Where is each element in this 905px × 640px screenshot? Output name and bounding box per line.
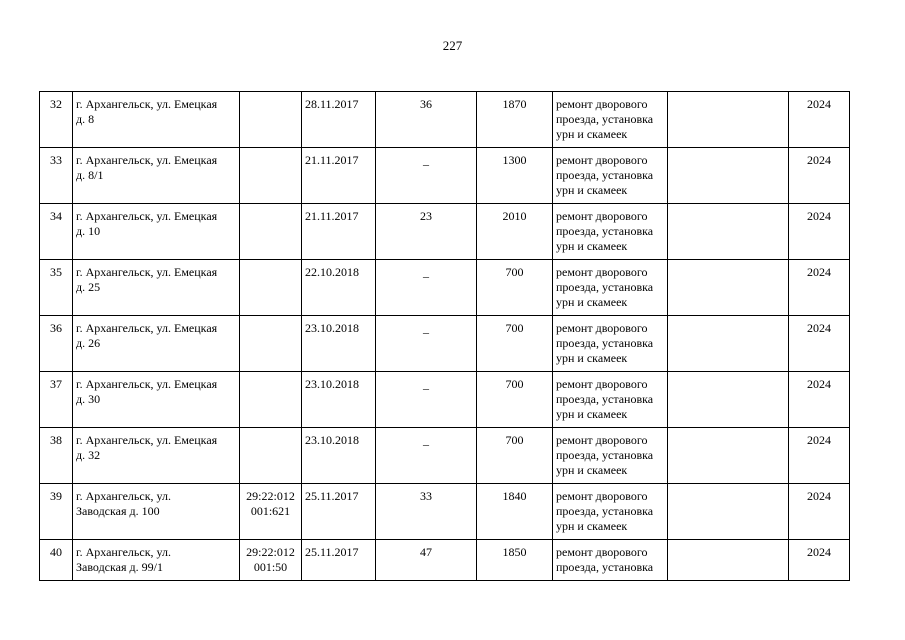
cadastral-number-cell-line: 29:22:012	[246, 545, 295, 559]
value-a-cell: 23	[376, 204, 477, 260]
address-cell-line: г. Архангельск, ул. Емецкая	[76, 153, 218, 167]
table-row	[40, 204, 850, 260]
table-row	[40, 260, 850, 316]
work-type-cell-line: урн и скамеек	[556, 407, 628, 421]
year-cell: 2024	[789, 148, 850, 204]
year-cell: 2024	[789, 428, 850, 484]
work-type-cell-line: проезда, установка	[556, 112, 654, 126]
register-table	[39, 91, 850, 581]
work-type-cell-line: проезда, установка	[556, 504, 654, 518]
table-row	[40, 148, 850, 204]
address-cell-line: д. 8	[76, 112, 95, 126]
empty-cell	[668, 260, 789, 316]
row-number-cell: 32	[40, 92, 73, 148]
value-b-cell: 700	[477, 428, 553, 484]
address-cell-line: г. Архангельск, ул. Емецкая	[76, 209, 218, 223]
row-number-cell: 35	[40, 260, 73, 316]
address-cell-line: г. Архангельск, ул. Емецкая	[76, 265, 218, 279]
cadastral-number-cell	[240, 540, 302, 581]
date-cell: 23.10.2018	[302, 372, 376, 428]
table-row	[40, 92, 850, 148]
table-row	[40, 484, 850, 540]
register-body	[40, 92, 850, 581]
year-cell: 2024	[789, 484, 850, 540]
address-cell	[73, 372, 240, 428]
date-cell: 22.10.2018	[302, 260, 376, 316]
cadastral-number-cell-line: 29:22:012	[246, 489, 295, 503]
address-cell-line: г. Архангельск, ул.	[76, 489, 171, 503]
value-b-cell: 1840	[477, 484, 553, 540]
row-number-cell: 37	[40, 372, 73, 428]
work-type-cell-line: урн и скамеек	[556, 239, 628, 253]
value-b-cell: 2010	[477, 204, 553, 260]
date-cell: 25.11.2017	[302, 484, 376, 540]
empty-cell	[668, 428, 789, 484]
cadastral-number-cell	[240, 204, 302, 260]
table-row	[40, 372, 850, 428]
address-cell	[73, 428, 240, 484]
work-type-cell-line: проезда, установка	[556, 224, 654, 238]
cadastral-number-cell	[240, 372, 302, 428]
cadastral-number-cell	[240, 92, 302, 148]
date-cell: 23.10.2018	[302, 428, 376, 484]
year-cell: 2024	[789, 260, 850, 316]
work-type-cell-line: проезда, установка	[556, 448, 654, 462]
work-type-cell-line: ремонт дворового	[556, 433, 648, 447]
table-row	[40, 428, 850, 484]
work-type-cell-line: урн и скамеек	[556, 463, 628, 477]
empty-cell	[668, 204, 789, 260]
address-cell-line: д. 32	[76, 448, 101, 462]
work-type-cell	[553, 148, 668, 204]
cadastral-number-cell	[240, 316, 302, 372]
value-b-cell: 700	[477, 260, 553, 316]
work-type-cell-line: проезда, установка	[556, 280, 654, 294]
work-type-cell	[553, 372, 668, 428]
year-cell: 2024	[789, 316, 850, 372]
date-cell: 23.10.2018	[302, 316, 376, 372]
row-number-cell: 38	[40, 428, 73, 484]
row-number-cell: 34	[40, 204, 73, 260]
cadastral-number-cell-line: 001:50	[253, 560, 288, 574]
value-a-cell: _	[376, 260, 477, 316]
work-type-cell-line: урн и скамеек	[556, 183, 628, 197]
page-number: 227	[442, 38, 463, 53]
address-cell-line: д. 30	[76, 392, 101, 406]
address-cell	[73, 540, 240, 581]
value-a-cell: _	[376, 428, 477, 484]
address-cell	[73, 484, 240, 540]
value-b-cell: 1850	[477, 540, 553, 581]
value-b-cell: 1300	[477, 148, 553, 204]
year-cell: 2024	[789, 92, 850, 148]
value-a-cell: _	[376, 372, 477, 428]
work-type-cell	[553, 316, 668, 372]
value-a-cell: _	[376, 148, 477, 204]
address-cell-line: д. 8/1	[76, 168, 104, 182]
value-a-cell: 47	[376, 540, 477, 581]
cadastral-number-cell-line: 001:621	[250, 504, 291, 518]
address-cell-line: г. Архангельск, ул. Емецкая	[76, 433, 218, 447]
value-a-cell: 36	[376, 92, 477, 148]
value-a-cell: 33	[376, 484, 477, 540]
year-cell: 2024	[789, 540, 850, 581]
cadastral-number-cell	[240, 428, 302, 484]
work-type-cell-line: ремонт дворового	[556, 545, 648, 559]
year-cell: 2024	[789, 372, 850, 428]
table-row	[40, 316, 850, 372]
address-cell	[73, 316, 240, 372]
work-type-cell-line: проезда, установка	[556, 392, 654, 406]
address-cell-line: г. Архангельск, ул. Емецкая	[76, 377, 218, 391]
work-type-cell-line: ремонт дворового	[556, 153, 648, 167]
address-cell	[73, 148, 240, 204]
value-a-cell: _	[376, 316, 477, 372]
address-cell-line: д. 26	[76, 336, 101, 350]
address-cell	[73, 92, 240, 148]
date-cell: 21.11.2017	[302, 204, 376, 260]
cadastral-number-cell	[240, 260, 302, 316]
date-cell: 25.11.2017	[302, 540, 376, 581]
work-type-cell-line: урн и скамеек	[556, 351, 628, 365]
work-type-cell-line: урн и скамеек	[556, 127, 628, 141]
work-type-cell-line: ремонт дворового	[556, 209, 648, 223]
empty-cell	[668, 540, 789, 581]
address-cell-line: Заводская д. 100	[76, 504, 160, 518]
work-type-cell-line: ремонт дворового	[556, 265, 648, 279]
address-cell-line: г. Архангельск, ул.	[76, 545, 171, 559]
table-row	[40, 540, 850, 581]
value-b-cell: 1870	[477, 92, 553, 148]
value-b-cell: 700	[477, 316, 553, 372]
row-number-cell: 36	[40, 316, 73, 372]
date-cell: 28.11.2017	[302, 92, 376, 148]
empty-cell	[668, 484, 789, 540]
cadastral-number-cell	[240, 484, 302, 540]
work-type-cell	[553, 540, 668, 581]
empty-cell	[668, 316, 789, 372]
row-number-cell: 39	[40, 484, 73, 540]
empty-cell	[668, 92, 789, 148]
row-number-cell: 40	[40, 540, 73, 581]
empty-cell	[668, 148, 789, 204]
work-type-cell-line: проезда, установка	[556, 168, 654, 182]
address-cell-line: д. 10	[76, 224, 101, 238]
empty-cell	[668, 372, 789, 428]
work-type-cell-line: проезда, установка	[556, 560, 654, 574]
address-cell-line: г. Архангельск, ул. Емецкая	[76, 321, 218, 335]
work-type-cell-line: ремонт дворового	[556, 97, 648, 111]
work-type-cell	[553, 484, 668, 540]
work-type-cell	[553, 92, 668, 148]
work-type-cell	[553, 428, 668, 484]
address-cell-line: г. Архангельск, ул. Емецкая	[76, 97, 218, 111]
work-type-cell-line: ремонт дворового	[556, 377, 648, 391]
year-cell: 2024	[789, 204, 850, 260]
date-cell: 21.11.2017	[302, 148, 376, 204]
address-cell-line: Заводская д. 99/1	[76, 560, 163, 574]
work-type-cell-line: проезда, установка	[556, 336, 654, 350]
address-cell	[73, 260, 240, 316]
row-number-cell: 33	[40, 148, 73, 204]
address-cell-line: д. 25	[76, 280, 101, 294]
value-b-cell: 700	[477, 372, 553, 428]
work-type-cell	[553, 260, 668, 316]
cadastral-number-cell	[240, 148, 302, 204]
work-type-cell-line: ремонт дворового	[556, 321, 648, 335]
work-type-cell-line: ремонт дворового	[556, 489, 648, 503]
work-type-cell-line: урн и скамеек	[556, 519, 628, 533]
work-type-cell	[553, 204, 668, 260]
address-cell	[73, 204, 240, 260]
work-type-cell-line: урн и скамеек	[556, 295, 628, 309]
